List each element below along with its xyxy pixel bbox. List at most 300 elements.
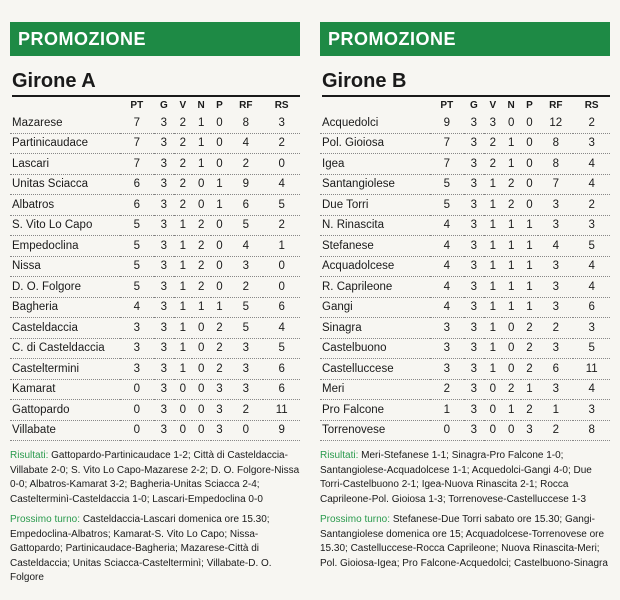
team-name: Partinicaudace: [10, 133, 120, 154]
stat-cell: 2: [211, 338, 229, 359]
stat-cell: 4: [120, 297, 154, 318]
table-row: [320, 113, 610, 133]
stat-cell: 1: [502, 215, 521, 236]
stat-cell: 3: [120, 359, 154, 380]
stat-cell: 1: [484, 277, 502, 298]
stat-cell: 0: [521, 113, 539, 133]
next-round-text: Casteldaccia-Lascari domenica ore 15.30; Empedoclina-Albatros; Kamarat-S. Vito Lo Capo; Nissa-Gattopardo; Partinicaudace-Bagheria; Mazarese-Città di Casteldaccia; Unitas Sciacca-Castelterminì; Villabate-D. O. Folgore: [10, 514, 272, 583]
stat-cell: 4: [573, 256, 610, 277]
stat-cell: 0: [211, 154, 229, 175]
stat-cell: 4: [573, 154, 610, 175]
stat-cell: 6: [263, 297, 300, 318]
stat-cell: 3: [484, 113, 502, 133]
stat-cell: 6: [120, 195, 154, 216]
stat-cell: 2: [174, 133, 192, 154]
team-name: Kamarat: [10, 379, 120, 400]
stat-cell: 3: [154, 379, 174, 400]
team-name: Gangi: [320, 297, 430, 318]
table-header-row: [10, 97, 300, 113]
stat-cell: 2: [573, 195, 610, 216]
stat-cell: 0: [502, 338, 521, 359]
stat-cell: 4: [538, 236, 573, 257]
stat-cell: 3: [464, 133, 484, 154]
stat-cell: 1: [174, 236, 192, 257]
stat-cell: 1: [174, 359, 192, 380]
stat-cell: 3: [538, 379, 573, 400]
table-row: [10, 338, 300, 359]
stat-cell: 6: [120, 174, 154, 195]
stat-cell: 7: [120, 113, 154, 133]
table-header-row: [320, 97, 610, 113]
stat-cell: 3: [538, 256, 573, 277]
stat-cell: 2: [228, 400, 263, 421]
stat-cell: 3: [154, 195, 174, 216]
stat-cell: 1: [484, 297, 502, 318]
stat-cell: 4: [263, 174, 300, 195]
team-name: Acquedolci: [320, 113, 430, 133]
stat-cell: 3: [263, 113, 300, 133]
stat-cell: 3: [521, 420, 539, 441]
stat-cell: 3: [154, 400, 174, 421]
team-name: Casteldaccia: [10, 318, 120, 339]
table-row: [10, 113, 300, 133]
team-name: Igea: [320, 154, 430, 175]
stat-cell: 1: [502, 133, 521, 154]
girone-title: Girone A: [12, 70, 300, 97]
stat-cell: 0: [120, 400, 154, 421]
stat-cell: 0: [211, 113, 229, 133]
stat-cell: 4: [573, 174, 610, 195]
stat-cell: 3: [228, 256, 263, 277]
stat-cell: 3: [464, 215, 484, 236]
team-name: Pro Falcone: [320, 400, 430, 421]
stat-cell: 3: [464, 338, 484, 359]
table-row: [320, 359, 610, 380]
stat-cell: 3: [154, 420, 174, 441]
stat-cell: 3: [464, 420, 484, 441]
stat-cell: 3: [464, 400, 484, 421]
stat-cell: 1: [484, 256, 502, 277]
stat-cell: 3: [464, 379, 484, 400]
stat-cell: 2: [192, 215, 211, 236]
stat-cell: 5: [263, 195, 300, 216]
stat-cell: 0: [211, 215, 229, 236]
stat-cell: 4: [228, 133, 263, 154]
stat-cell: 3: [464, 277, 484, 298]
stat-cell: 3: [154, 277, 174, 298]
stat-cell: 2: [192, 277, 211, 298]
stat-cell: 3: [538, 195, 573, 216]
team-name: Unitas Sciacca: [10, 174, 120, 195]
stat-cell: 3: [211, 379, 229, 400]
stat-cell: 7: [538, 174, 573, 195]
table-row: [320, 400, 610, 421]
team-name: Due Torri: [320, 195, 430, 216]
stat-cell: 1: [502, 277, 521, 298]
stat-cell: 7: [120, 154, 154, 175]
table-row: [10, 277, 300, 298]
stat-cell: 1: [174, 318, 192, 339]
stat-cell: 1: [174, 277, 192, 298]
stat-cell: 4: [430, 215, 464, 236]
table-row: [320, 379, 610, 400]
stat-cell: 2: [192, 256, 211, 277]
stat-cell: 1: [484, 236, 502, 257]
stat-cell: 5: [228, 318, 263, 339]
stat-cell: 0: [120, 379, 154, 400]
stat-cell: 1: [484, 359, 502, 380]
team-name: Albatros: [10, 195, 120, 216]
stat-cell: 8: [538, 133, 573, 154]
stat-cell: 7: [430, 133, 464, 154]
stat-cell: 0: [484, 379, 502, 400]
stat-cell: 0: [174, 379, 192, 400]
next-round-label: Prossimo turno:: [10, 514, 81, 525]
stat-cell: 1: [484, 174, 502, 195]
stat-cell: 3: [154, 113, 174, 133]
stat-cell: 1: [484, 215, 502, 236]
stat-cell: 3: [464, 359, 484, 380]
stat-cell: 3: [154, 154, 174, 175]
col-v: V: [179, 99, 187, 111]
team-name: Sinagra: [320, 318, 430, 339]
table-row: [320, 338, 610, 359]
team-name: Stefanese: [320, 236, 430, 257]
stat-cell: 0: [192, 359, 211, 380]
stat-cell: 4: [573, 277, 610, 298]
team-name: R. Caprileone: [320, 277, 430, 298]
stat-cell: 8: [538, 154, 573, 175]
team-name: Gattopardo: [10, 400, 120, 421]
stat-cell: 2: [174, 113, 192, 133]
next-round-text: Stefanese-Due Torri sabato ore 15.30; Gangi-Santangiolese domenica ore 15; Acquadolcese-Torrenovese ore 15.30; Castelluccese-Rocca Caprileone; Nuova Rinascita-Meri; Pol. Gioiosa-Igea; Pro Falcone-Acquedolci; Castelbuono-Sinagra: [320, 514, 608, 569]
stat-cell: 5: [573, 236, 610, 257]
stat-cell: 1: [502, 400, 521, 421]
stat-cell: 2: [521, 400, 539, 421]
stat-cell: 5: [120, 215, 154, 236]
stat-cell: 3: [538, 277, 573, 298]
notes-block: [10, 449, 300, 586]
team-name: Mazarese: [10, 113, 120, 133]
stat-cell: 7: [120, 133, 154, 154]
stat-cell: 0: [192, 379, 211, 400]
stat-cell: 0: [502, 420, 521, 441]
stat-cell: 2: [174, 174, 192, 195]
stat-cell: 5: [120, 277, 154, 298]
team-name: Villabate: [10, 420, 120, 441]
stat-cell: 11: [263, 400, 300, 421]
stat-cell: 2: [502, 379, 521, 400]
table-row: [320, 256, 610, 277]
col-g: G: [159, 99, 168, 111]
results-paragraph: [10, 449, 300, 507]
stat-cell: 1: [430, 400, 464, 421]
stat-cell: 3: [228, 379, 263, 400]
stat-cell: 1: [521, 215, 539, 236]
stat-cell: 3: [464, 154, 484, 175]
stat-cell: 1: [521, 277, 539, 298]
stat-cell: 3: [573, 215, 610, 236]
stat-cell: 0: [192, 195, 211, 216]
stat-cell: 0: [192, 420, 211, 441]
stat-cell: 3: [538, 338, 573, 359]
stat-cell: 0: [211, 256, 229, 277]
stat-cell: 0: [174, 400, 192, 421]
stat-cell: 1: [502, 297, 521, 318]
stat-cell: 3: [464, 297, 484, 318]
stat-cell: 8: [573, 420, 610, 441]
stat-cell: 3: [464, 256, 484, 277]
table-row: [10, 400, 300, 421]
stat-cell: 4: [430, 236, 464, 257]
stat-cell: 1: [502, 154, 521, 175]
stat-cell: 2: [174, 195, 192, 216]
table-row: [10, 379, 300, 400]
stat-cell: 4: [228, 236, 263, 257]
stat-cell: 3: [228, 359, 263, 380]
table-row: [10, 420, 300, 441]
stat-cell: 3: [154, 256, 174, 277]
stat-cell: 5: [263, 338, 300, 359]
table-row: [10, 318, 300, 339]
stat-cell: 5: [430, 195, 464, 216]
stat-cell: 2: [211, 318, 229, 339]
stat-cell: 3: [228, 338, 263, 359]
stat-cell: 9: [263, 420, 300, 441]
stat-cell: 3: [154, 338, 174, 359]
team-name: Pol. Gioiosa: [320, 133, 430, 154]
stat-cell: 3: [464, 318, 484, 339]
stat-cell: 0: [502, 318, 521, 339]
stat-cell: 0: [430, 420, 464, 441]
stat-cell: 1: [174, 215, 192, 236]
stat-cell: 5: [573, 338, 610, 359]
results-text: Meri-Stefanese 1-1; Sinagra-Pro Falcone 1-0; Santangiolese-Acquadolcese 1-1; Acquedolci-Gangi 4-0; Due Torri-Castelbuono 2-1; Igea-Nuova Rinascita 2-1; Rocca Caprileone-Pol. Gioiosa 1-3; Torrenovese-Castelluccese 1-3: [320, 450, 592, 505]
stat-cell: 0: [192, 174, 211, 195]
table-row: [320, 154, 610, 175]
table-row: [320, 195, 610, 216]
stat-cell: 2: [263, 215, 300, 236]
stat-cell: 1: [521, 297, 539, 318]
col-g: G: [469, 99, 478, 111]
promozione-banner: PROMOZIONE: [10, 22, 300, 56]
team-name: Nissa: [10, 256, 120, 277]
stat-cell: 0: [502, 359, 521, 380]
stat-cell: 9: [228, 174, 263, 195]
team-name: Empedoclina: [10, 236, 120, 257]
stat-cell: 3: [154, 174, 174, 195]
girone-a-column: [10, 0, 300, 592]
stat-cell: 0: [192, 400, 211, 421]
stat-cell: 2: [228, 154, 263, 175]
col-n: N: [197, 99, 205, 111]
team-name: Casteltermini: [10, 359, 120, 380]
stat-cell: 0: [263, 256, 300, 277]
col-rs: RS: [274, 99, 289, 111]
stat-cell: 3: [464, 236, 484, 257]
results-paragraph: [320, 449, 610, 507]
stat-cell: 1: [192, 297, 211, 318]
stat-cell: 6: [263, 379, 300, 400]
stat-cell: 5: [430, 174, 464, 195]
stat-cell: 1: [211, 195, 229, 216]
team-name: C. di Casteldaccia: [10, 338, 120, 359]
stat-cell: 3: [154, 318, 174, 339]
stat-cell: 6: [573, 297, 610, 318]
stat-cell: 1: [192, 133, 211, 154]
standings-table: [10, 97, 300, 441]
stat-cell: 3: [538, 215, 573, 236]
table-row: [320, 297, 610, 318]
stat-cell: 2: [538, 420, 573, 441]
table-row: [10, 359, 300, 380]
stat-cell: 0: [521, 174, 539, 195]
stat-cell: 4: [430, 297, 464, 318]
results-label: Risultati:: [320, 450, 359, 461]
stat-cell: 3: [154, 236, 174, 257]
stat-cell: 1: [174, 256, 192, 277]
team-name: N. Rinascita: [320, 215, 430, 236]
table-row: [10, 236, 300, 257]
table-row: [320, 318, 610, 339]
stat-cell: 1: [211, 297, 229, 318]
stat-cell: 1: [174, 338, 192, 359]
stat-cell: 3: [573, 133, 610, 154]
stat-cell: 2: [521, 318, 539, 339]
stat-cell: 3: [120, 318, 154, 339]
girone-title: Girone B: [322, 70, 610, 97]
team-name: Castelbuono: [320, 338, 430, 359]
stat-cell: 6: [228, 195, 263, 216]
stat-cell: 2: [430, 379, 464, 400]
stat-cell: 0: [211, 277, 229, 298]
team-name: Santangiolese: [320, 174, 430, 195]
stat-cell: 9: [430, 113, 464, 133]
col-rs: RS: [584, 99, 599, 111]
stat-cell: 3: [211, 420, 229, 441]
col-pt: PT: [440, 99, 454, 111]
stat-cell: 5: [228, 297, 263, 318]
promozione-banner: PROMOZIONE: [320, 22, 610, 56]
stat-cell: 0: [211, 133, 229, 154]
stat-cell: 3: [154, 297, 174, 318]
results-label: Risultati:: [10, 450, 49, 461]
stat-cell: 11: [573, 359, 610, 380]
stat-cell: 1: [502, 236, 521, 257]
table-row: [320, 215, 610, 236]
stat-cell: 6: [263, 359, 300, 380]
stat-cell: 3: [120, 338, 154, 359]
stat-cell: 0: [521, 133, 539, 154]
table-row: [10, 195, 300, 216]
stat-cell: 0: [502, 113, 521, 133]
stat-cell: 2: [521, 338, 539, 359]
col-pt: PT: [130, 99, 144, 111]
stat-cell: 12: [538, 113, 573, 133]
stat-cell: 4: [430, 256, 464, 277]
stat-cell: 0: [192, 338, 211, 359]
stat-cell: 1: [263, 236, 300, 257]
stat-cell: 0: [521, 195, 539, 216]
stat-cell: 2: [538, 318, 573, 339]
stat-cell: 3: [154, 359, 174, 380]
stat-cell: 2: [484, 154, 502, 175]
results-text: Gattopardo-Partinicaudace 1-2; Città di Casteldaccia-Villabate 2-0; S. Vito Lo Capo-Mazarese 2-2; D. O. Folgore-Nissa 0-0; Albatros-Kamarat 3-2; Bagheria-Unitas Sciacca 2-4; Castelterminì-Casteldaccia 1-0; Lascari-Empedoclina 0-0: [10, 450, 300, 505]
stat-cell: 3: [430, 359, 464, 380]
table-row: [320, 174, 610, 195]
stat-cell: 1: [521, 256, 539, 277]
stat-cell: 8: [228, 113, 263, 133]
col-rf: RF: [239, 99, 253, 111]
stat-cell: 1: [521, 236, 539, 257]
standings-table: [320, 97, 610, 441]
stat-cell: 5: [228, 215, 263, 236]
stat-cell: 2: [521, 359, 539, 380]
stat-cell: 0: [484, 420, 502, 441]
stat-cell: 7: [430, 154, 464, 175]
stat-cell: 0: [174, 420, 192, 441]
col-v: V: [489, 99, 497, 111]
table-row: [10, 174, 300, 195]
stat-cell: 4: [263, 318, 300, 339]
col-p: P: [526, 99, 533, 111]
stat-cell: 0: [228, 420, 263, 441]
stat-cell: 2: [228, 277, 263, 298]
table-row: [10, 133, 300, 154]
stat-cell: 6: [538, 359, 573, 380]
team-name: S. Vito Lo Capo: [10, 215, 120, 236]
team-name: Acquadolcese: [320, 256, 430, 277]
stat-cell: 1: [538, 400, 573, 421]
table-row: [10, 215, 300, 236]
stat-cell: 3: [464, 174, 484, 195]
stat-cell: 2: [573, 113, 610, 133]
stat-cell: 1: [192, 113, 211, 133]
stat-cell: 5: [120, 256, 154, 277]
stat-cell: 0: [120, 420, 154, 441]
stat-cell: 3: [430, 318, 464, 339]
stat-cell: 2: [502, 174, 521, 195]
table-row: [320, 277, 610, 298]
next-round-label: Prossimo turno:: [320, 514, 391, 525]
stat-cell: 2: [211, 359, 229, 380]
stat-cell: 3: [464, 195, 484, 216]
team-name: Torrenovese: [320, 420, 430, 441]
table-row: [320, 236, 610, 257]
stat-cell: 1: [484, 318, 502, 339]
stat-cell: 0: [484, 400, 502, 421]
stat-cell: 4: [430, 277, 464, 298]
table-row: [320, 133, 610, 154]
stat-cell: 1: [502, 256, 521, 277]
stat-cell: 1: [192, 154, 211, 175]
stat-cell: 2: [263, 133, 300, 154]
stat-cell: 3: [430, 338, 464, 359]
stat-cell: 2: [502, 195, 521, 216]
stat-cell: 5: [120, 236, 154, 257]
stat-cell: 1: [484, 338, 502, 359]
stat-cell: 1: [484, 195, 502, 216]
stat-cell: 0: [263, 154, 300, 175]
stat-cell: 2: [192, 236, 211, 257]
next-round-paragraph: [10, 513, 300, 586]
table-row: [10, 297, 300, 318]
stat-cell: 0: [192, 318, 211, 339]
stat-cell: 1: [521, 379, 539, 400]
stat-cell: 0: [521, 154, 539, 175]
table-row: [10, 154, 300, 175]
notes-block: [320, 449, 610, 571]
